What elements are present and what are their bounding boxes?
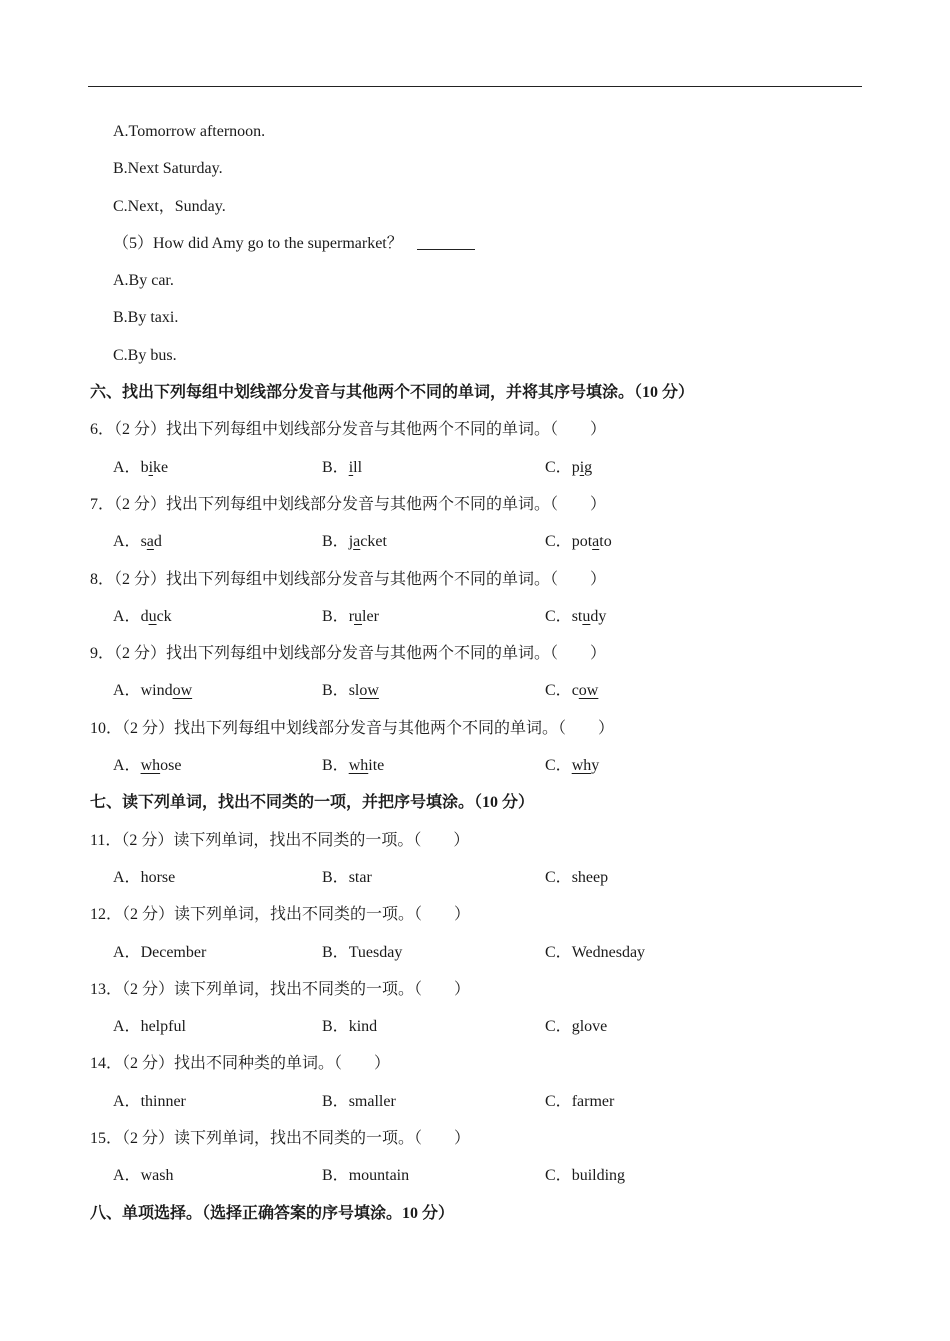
option-label: A． — [113, 1092, 141, 1110]
option-label: A． — [113, 757, 141, 775]
option-b — [322, 598, 379, 635]
word-part: pot — [571, 533, 593, 551]
q13-stem: 13．（2 分）读下列单词，找出不同类的一项。（ ） — [90, 980, 471, 998]
option-word: farmer — [571, 1092, 615, 1110]
option-a — [113, 1008, 186, 1045]
option-c — [545, 859, 608, 896]
q5-stem: （5）How did Amy go to the supermarket？ — [113, 234, 403, 252]
option-label: B． — [322, 682, 349, 700]
option-a — [113, 598, 172, 635]
option-b — [322, 672, 379, 709]
q7-stem: 7．（2 分）找出下列每组中划线部分发音与其他两个不同的单词。（ ） — [90, 495, 607, 513]
option-label: C． — [545, 1167, 572, 1185]
q13-options — [0, 1008, 950, 1045]
option-word: smaller — [348, 1092, 396, 1110]
word-part: ll — [353, 458, 363, 476]
underlined-part: i — [579, 458, 585, 476]
word-part: sl — [348, 682, 360, 700]
option-label: A． — [113, 868, 141, 886]
option-c — [545, 1157, 625, 1194]
option-c — [545, 523, 612, 560]
q5-option-a: A.By car. — [113, 272, 174, 290]
option-b — [322, 747, 384, 784]
option-label: B． — [322, 943, 349, 961]
q7-options — [0, 523, 950, 560]
option-label: B． — [322, 1092, 349, 1110]
q4-option-b: B.Next Saturday. — [113, 160, 223, 178]
word-part: c — [571, 682, 579, 700]
option-b — [322, 859, 372, 896]
word-part: ck — [156, 607, 172, 625]
option-word: mountain — [348, 1167, 410, 1185]
q5-option-b: B.By taxi. — [113, 309, 179, 327]
underlined-part: u — [354, 607, 363, 625]
q5-stem-line — [0, 225, 950, 262]
option-word: wash — [140, 1167, 174, 1185]
q12-stem: 12．（2 分）读下列单词，找出不同类的一项。（ ） — [90, 906, 471, 924]
underlined-part: a — [353, 533, 361, 551]
answer-blank — [417, 248, 475, 250]
word-part: d — [153, 533, 162, 551]
q8-stem: 8．（2 分）找出下列每组中划线部分发音与其他两个不同的单词。（ ） — [90, 570, 607, 588]
option-word: helpful — [140, 1018, 186, 1036]
q15-options — [0, 1157, 950, 1194]
option-b — [322, 1157, 409, 1194]
q15-stem: 15．（2 分）读下列单词，找出不同类的一项。（ ） — [90, 1130, 471, 1148]
word-part: ler — [362, 607, 379, 625]
underlined-part: a — [592, 533, 600, 551]
option-word: star — [348, 868, 372, 886]
option-b — [322, 449, 362, 486]
underlined-part: wh — [348, 757, 369, 775]
option-label: C． — [545, 1018, 572, 1036]
underlined-part: ow — [172, 682, 193, 700]
option-c — [545, 1083, 614, 1120]
q12-options — [0, 934, 950, 971]
word-part: p — [571, 458, 580, 476]
word-part: ke — [153, 458, 169, 476]
option-a — [113, 747, 181, 784]
option-label: B． — [322, 458, 349, 476]
underlined-part: a — [146, 533, 154, 551]
word-part: st — [571, 607, 583, 625]
underlined-part: i — [348, 458, 354, 476]
q11-options — [0, 859, 950, 896]
section6-heading: 六、找出下列每组中划线部分发音与其他两个不同的单词，并将其序号填涂。（10 分） — [90, 384, 695, 402]
option-label: B． — [322, 1018, 349, 1036]
option-c — [545, 598, 606, 635]
option-label: C． — [545, 1092, 572, 1110]
underlined-part: ow — [578, 682, 599, 700]
word-part: g — [584, 458, 593, 476]
option-word: glove — [571, 1018, 608, 1036]
word-part: to — [599, 533, 612, 551]
option-label: C． — [545, 458, 572, 476]
option-label: A． — [113, 943, 141, 961]
option-word: horse — [140, 868, 176, 886]
option-word: sheep — [571, 868, 609, 886]
option-a — [113, 934, 206, 971]
option-a — [113, 859, 175, 896]
word-part: r — [348, 607, 355, 625]
section8-heading: 八、单项选择。（选择正确答案的序号填涂。10 分） — [90, 1204, 455, 1222]
option-label: C． — [545, 682, 572, 700]
option-word: December — [140, 943, 207, 961]
word-part: b — [140, 458, 149, 476]
q10-stem: 10．（2 分）找出下列每组中划线部分发音与其他两个不同的单词。（ ） — [90, 719, 615, 737]
q14-stem: 14．（2 分）找出不同种类的单词。（ ） — [90, 1055, 391, 1073]
option-word: Tuesday — [348, 943, 403, 961]
underlined-part: wh — [571, 757, 592, 775]
word-part: dy — [590, 607, 607, 625]
option-b — [322, 1083, 396, 1120]
option-a — [113, 449, 168, 486]
option-label: C． — [545, 607, 572, 625]
option-label: A． — [113, 1167, 141, 1185]
page-content — [0, 113, 950, 1232]
option-label: C． — [545, 757, 572, 775]
option-label: B． — [322, 868, 349, 886]
option-c — [545, 449, 592, 486]
underlined-part: i — [148, 458, 154, 476]
q9-options — [0, 672, 950, 709]
option-word: thinner — [140, 1092, 186, 1110]
option-label: C． — [545, 868, 572, 886]
section7-heading: 七、读下列单词，找出不同类的一项，并把序号填涂。（10 分） — [90, 794, 535, 812]
word-part: wind — [140, 682, 173, 700]
option-label: B． — [322, 607, 349, 625]
word-part: y — [591, 757, 600, 775]
word-part: j — [348, 533, 354, 551]
option-c — [545, 747, 599, 784]
option-label: B． — [322, 757, 349, 775]
option-b — [322, 523, 387, 560]
option-a — [113, 672, 192, 709]
option-word: kind — [348, 1018, 378, 1036]
q9-stem: 9．（2 分）找出下列每组中划线部分发音与其他两个不同的单词。（ ） — [90, 645, 607, 663]
word-part: cket — [360, 533, 387, 551]
word-part: d — [140, 607, 149, 625]
word-part: ose — [160, 757, 182, 775]
option-c — [545, 672, 598, 709]
option-a — [113, 523, 162, 560]
q11-stem: 11．（2 分）读下列单词，找出不同类的一项。（ ） — [90, 831, 470, 849]
q8-options — [0, 598, 950, 635]
q6-options — [0, 449, 950, 486]
underlined-part: wh — [140, 757, 161, 775]
q4-option-a: A.Tomorrow afternoon. — [113, 123, 266, 140]
word-part: s — [140, 533, 147, 551]
option-label: C． — [545, 943, 572, 961]
header-rule — [88, 86, 862, 87]
q14-options — [0, 1083, 950, 1120]
option-c — [545, 1008, 607, 1045]
option-word: Wednesday — [571, 943, 646, 961]
q10-options — [0, 747, 950, 784]
option-label: A． — [113, 533, 141, 551]
option-label: A． — [113, 458, 141, 476]
option-label: B． — [322, 1167, 349, 1185]
underlined-part: ow — [359, 682, 379, 700]
option-label: B． — [322, 533, 349, 551]
word-part: ite — [368, 757, 385, 775]
option-b — [322, 934, 402, 971]
underlined-part: u — [582, 607, 591, 625]
option-label: A． — [113, 1018, 141, 1036]
option-b — [322, 1008, 377, 1045]
underlined-part: u — [148, 607, 157, 625]
option-word: building — [571, 1167, 626, 1185]
option-label: A． — [113, 682, 141, 700]
q4-option-c: C.Next，Sunday. — [113, 197, 226, 215]
option-c — [545, 934, 645, 971]
option-label: A． — [113, 607, 141, 625]
option-label: C． — [545, 533, 572, 551]
q5-option-c: C.By bus. — [113, 346, 177, 364]
option-a — [113, 1157, 173, 1194]
option-a — [113, 1083, 186, 1120]
q6-stem: 6．（2 分）找出下列每组中划线部分发音与其他两个不同的单词。（ ） — [90, 421, 607, 439]
